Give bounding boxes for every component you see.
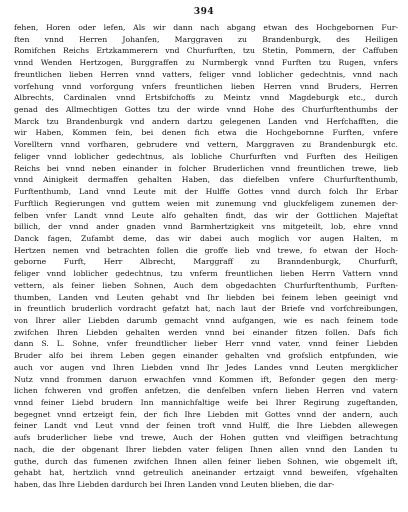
text-line: dann S. L. Sohne, vnfer freundtlicher lieber Herr vnnd vater, vnnd feiner Liebden — [14, 339, 398, 349]
text-line: von Ihrer aller Liebden darumb gemacht vnnd aufgangen, wie es nach feinem tode — [14, 315, 398, 325]
text-line: Danck fagen, Zufambt deme, das wir dabei auch moglich vor augen Halten, m — [14, 233, 398, 243]
text-line: freuntlichen lieben Herren vnnd vatters, feliger vnnd loblicher gedechtnis, vnnd nach — [14, 69, 398, 79]
text-line: zwifchen Ihren Liebden gehalten werden vnnd bei einander fitzen follen. Dafs fich — [14, 327, 398, 337]
text-line: vnnd Ainigkeit dermaffen gehalten Haben, das diefelben vnfere Churfurftenthumb, — [14, 175, 398, 185]
page-number: 394 — [193, 7, 215, 17]
text-line: vettern, als feiner lieben Sohnen, Auch dem obgedachten Churfurftenthumb, Furften- — [14, 280, 398, 290]
text-line: in freuntlich bruderlich vordracht gefatzt hat, nach laut der Briefe vnd vorfchreibungen, — [14, 304, 398, 314]
text-line: Hertzen nemen vnd betrachten follen die groffe lieb vnd trewe, fo etwan der Hoch- — [14, 245, 398, 255]
text-line: Furftlich Regierungen vnd guttem weien mit zunemung vnd gluckfeligem zunemen der- — [14, 198, 398, 208]
text-line: vnnd feiner Liebd brudern Inn mannichfaltige weife bei Ihrer Regirung zugeftanden, — [14, 398, 398, 407]
text-line: guthe, durch das fumenen zwifchen Ihnen allen feiner lieben Sohnen, wie obgemelt ift, — [14, 456, 398, 466]
text-line: Bruder alfo bei ihrem Leben gegen einander gehalten vnd grofslich entpfunden, wie — [14, 351, 398, 361]
text-line: vnnd Wenden Hertzogen, Burggraffen zu Nurmbergk vnnd Furften tzu Rugen, vnfers — [14, 58, 398, 68]
text-line: Romifchen Reichs Ertzkammerern vnd Churfurften, tzu Stetin, Pommern, der Caffuben — [14, 46, 398, 56]
text-line: wir Haben, Kommen fein, bei denen fich etwa die Hochgebornne Furften, vnfere — [14, 128, 398, 138]
text-line: fehen, Horen oder lefen, Als wir dann nach abgang etwan des Hochgebornen Fur- — [14, 23, 398, 32]
text-line: auch vor augen vnd Ihren Liebden vnnd Ihr Jedes Landes vnnd Leuten mergklicher — [14, 362, 398, 372]
text-line: nach, die der obgenant Ihrer liebden vater feligen Ihnen allen vnnd den Landen tu — [14, 444, 398, 454]
text-line: aufs bruderlicher liebe vnd trewe, Auch der Hohen gutten vnd vleiffigen betrachtung — [14, 433, 398, 443]
text-line: Nutz vnnd frommen daruon erwachfen vnnd Kommen ift, Befonder gegen den merg- — [14, 374, 398, 384]
text-line: feliger vnnd loblicher gedechtnus, als lobliche Churfurften vnd Furften des Heiligen — [14, 151, 398, 161]
text-line: genad des Allmechtigen Gottes tzu der wirde vnnd Hohe des Churfurftenthumbs der — [14, 105, 398, 115]
text-line: haben, das Ihre Liebden dardurch bei Ihren Landen vnnd Leuten blieben, die dar- — [14, 480, 335, 490]
text-line: geborne Furft, Herr Albrecht, Marggraff zu Branndenburgk, Churfurft, — [14, 257, 398, 267]
text-line: billich, der vnnd ander gnaden vnnd Barmhertzigkeit vns mitgeteilt, lob, ehre vnnd — [14, 222, 398, 232]
text-line: gehabt hat, hertzlich vnnd getreulich aneinander ertzaigt vnnd beweifen, vfgehalten — [14, 468, 398, 478]
text-line: begegnet vnnd ertzeigt fein, der fich Ihre Liebden mit Gottes vnnd der andern, auch — [14, 409, 398, 419]
text-line: lichen fchweren vnd groffen anfetzen, die denfelben vnfern lieben Herren vnd vatern — [14, 386, 398, 396]
text-line: feiner Landt vnd Leut vnnd der feinen troft vnnd Hulff, die Ihre Liebden allewegen — [14, 421, 398, 431]
text-line: Albrechts, Cardinalen vnnd Ertsbifchoffs zu Meintz vnnd Magdeburgk etc., durch — [14, 93, 398, 103]
text-line: thumben, Landen vnd Leuten gehabt vnd Ihr liebden bei feinem leben geeinigt vnd — [14, 292, 398, 302]
body-text — [14, 22, 398, 491]
text-line: Marck tzu Brandenburgk vnd andern dartzu gelegenen Landen vnd Herfchafften, die — [14, 116, 398, 126]
text-line: Vorelltern vnnd vorfharen, gebrudere vnd vettern, Marggraven zu Brandenburgk etc. — [14, 140, 398, 150]
text-line: felben vnfer Landt vnnd Leute alfo gehalten findt, das wir der Gottlichen Majeftat — [14, 210, 398, 220]
text-line: vorfehung vnnd vorforgung vnfers freuntlichen lieben Herren vnnd Bruders, Herren — [14, 81, 398, 91]
text-line: feliger vnnd loblicher gedechtnus, tzu vnferm freuntlichen lieben Herrn Vattern vnnd — [14, 269, 398, 279]
text-line: Furftenthumb, Land vnnd Leute mit der Hulffe Gottes vnnd durch folch Ihr Erbar — [14, 187, 398, 197]
text-line: ften vnnd Herren Johanfen, Marggraven zu Brandenburgk, des Heiligen — [14, 34, 398, 44]
text-line: Reichs bei vnnd neben einander in folcher Bruderlichen vnnd freuntlichen trewe, lieb — [14, 163, 398, 173]
